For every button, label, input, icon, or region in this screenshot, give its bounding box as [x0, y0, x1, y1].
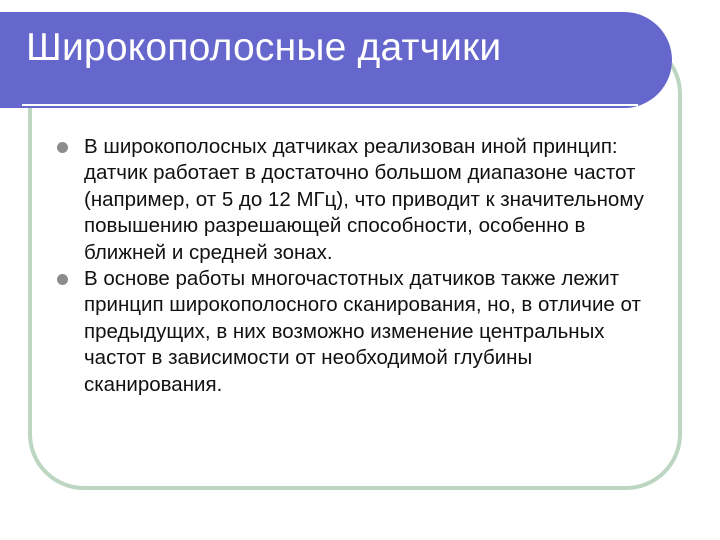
bullet-item [52, 134, 672, 266]
bullet-dot-icon [57, 274, 68, 285]
bullet-text: В основе работы многочастотных датчиков также лежит принцип широкополосного сканирования, но, в отличие от предыдущих, в них возможно изменение центральных частот в зависимости от необходимой глубины сканирования. [84, 267, 641, 396]
bullet-list [52, 134, 672, 398]
title-underline [22, 104, 638, 106]
bullet-item [52, 266, 672, 398]
bullet-text: В широкополосных датчиках реализован иной принцип: датчик работает в достаточно большом диапазоне частот (например, от 5 до 12 МГц), что приводит к значительному повышению разрешающей способности, особенно в ближней и средней зонах. [84, 135, 644, 264]
title-bar [0, 12, 672, 108]
slide-title: Широкополосные датчики [26, 26, 502, 69]
bullet-dot-icon [57, 142, 68, 153]
